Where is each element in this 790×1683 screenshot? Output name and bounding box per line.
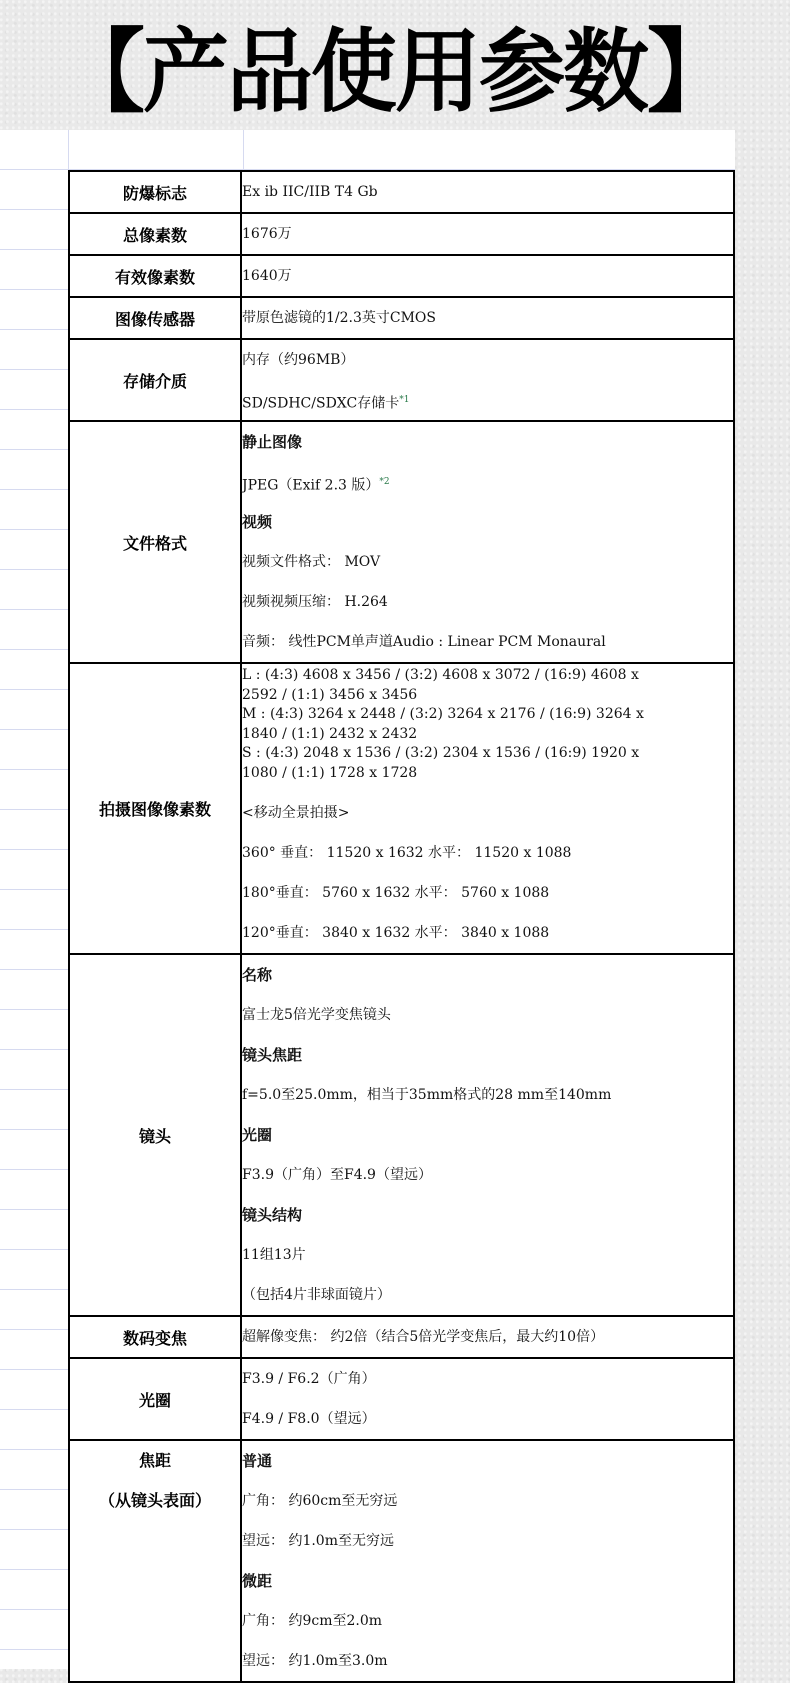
table-row [69, 213, 734, 255]
footnote-mark: *2 [379, 477, 390, 487]
value-text: 11组13片 [242, 1247, 306, 1263]
value-text: 1676万 [242, 226, 292, 242]
value-text: S : (4:3) 2048 x 1536 / (3:2) 2304 x 1536 / (16:9) 1920 x [242, 745, 640, 761]
sub-heading: 普通 [242, 1452, 273, 1470]
value-text: 超解像变焦： 约2倍（结合5倍光学变焦后，最大约10倍） [242, 1329, 605, 1345]
table-row [69, 421, 734, 663]
value-text: f=5.0至25.0mm，相当于35mm格式的28 mm至140mm [242, 1087, 612, 1103]
value-text: Ex ib IIC/IIB T4 Gb [242, 184, 378, 200]
value-text: 视频文件格式： MOV [242, 554, 381, 570]
row-value [241, 663, 734, 954]
sub-heading: 名称 [242, 966, 273, 984]
value-text: 广角： 约60cm至无穷远 [242, 1493, 398, 1509]
table-row [69, 1358, 734, 1440]
row-label-cell [69, 1440, 241, 1682]
value-text: F3.9 / F6.2（广角） [242, 1371, 376, 1387]
value-text: 1840 / (1:1) 2432 x 2432 [242, 725, 418, 742]
row-value [241, 255, 734, 297]
value-text: 360° 垂直： 11520 x 1632 水平： 11520 x 1088 [242, 845, 572, 861]
value-text: 带原色滤镜的1/2.3英寸CMOS [242, 310, 437, 326]
table-row [69, 255, 734, 297]
table-row [69, 171, 734, 213]
value-text: <移动全景拍摄> [242, 805, 350, 821]
row-label: 有效像素数 [69, 255, 241, 297]
row-value [241, 954, 734, 1316]
value-text: 富士龙5倍光学变焦镜头 [242, 1007, 391, 1023]
value-text: F4.9 / F8.0（望远） [242, 1411, 376, 1427]
row-value [241, 213, 734, 255]
row-label: 镜头 [69, 954, 241, 1316]
table-row [69, 297, 734, 339]
spacer [242, 783, 733, 793]
table-row [69, 663, 734, 954]
value-text: 内存（约96MB） [242, 352, 355, 368]
value-text [242, 462, 733, 502]
row-label: 拍摄图像像素数 [69, 663, 241, 954]
value-text: 180°垂直： 5760 x 1632 水平： 5760 x 1088 [242, 885, 550, 901]
row-label: 数码变焦 [69, 1316, 241, 1358]
row-value [241, 1358, 734, 1440]
row-label: 总像素数 [69, 213, 241, 255]
row-label: 文件格式 [69, 421, 241, 663]
title-banner [0, 0, 790, 128]
value-text: M : (4:3) 3264 x 2448 / (3:2) 3264 x 2176 / (16:9) 3264 x [242, 706, 644, 722]
row-value [241, 1440, 734, 1682]
value-text: 120°垂直： 3840 x 1632 水平： 3840 x 1088 [242, 925, 550, 941]
value-text: 1080 / (1:1) 1728 x 1728 [242, 764, 418, 781]
table-row [69, 339, 734, 421]
row-value [241, 171, 734, 213]
value-text: 望远： 约1.0m至无穷远 [242, 1533, 394, 1549]
value-text: F3.9（广角）至F4.9（望远） [242, 1167, 432, 1183]
footnote-mark: *1 [399, 395, 410, 405]
table-row [69, 1316, 734, 1358]
value-text: 1640万 [242, 268, 292, 284]
value-text [242, 380, 733, 420]
row-label: 存储介质 [69, 339, 241, 421]
row-label: 焦距 [138, 1451, 171, 1470]
size-list [242, 664, 733, 783]
storage-card-text: SD/SDHC/SDXC存储卡 [242, 395, 400, 412]
value-text: 广角： 约9cm至2.0m [242, 1613, 383, 1629]
value-text: （包括4片非球面镜片） [242, 1287, 391, 1303]
still-format-text: JPEG（Exif 2.3 版） [242, 477, 380, 494]
row-label: 光圈 [69, 1358, 241, 1440]
sub-heading: 光圈 [242, 1126, 273, 1144]
row-label: 图像传感器 [69, 297, 241, 339]
spec-table [68, 170, 735, 1683]
sub-heading: 微距 [242, 1572, 273, 1590]
row-value [241, 339, 734, 421]
value-text: 音频： 线性PCM单声道Audio : Linear PCM Monaural [242, 634, 606, 650]
value-text: 视频视频压缩： H.264 [242, 594, 388, 610]
row-label: 防爆标志 [69, 171, 241, 213]
sub-heading: 镜头焦距 [242, 1046, 303, 1064]
value-text: 2592 / (1:1) 3456 x 3456 [242, 686, 418, 703]
row-label-sub: （从镜头表面） [98, 1491, 211, 1510]
sub-heading: 镜头结构 [242, 1206, 303, 1224]
sub-heading: 视频 [242, 513, 273, 531]
table-row [69, 954, 734, 1316]
table-row [69, 1440, 734, 1682]
sub-heading: 静止图像 [242, 433, 303, 451]
value-text: L : (4:3) 4608 x 3456 / (3:2) 4608 x 3072 / (16:9) 4608 x [242, 667, 639, 683]
row-value [241, 1316, 734, 1358]
value-text: 望远： 约1.0m至3.0m [242, 1653, 388, 1669]
row-value [241, 297, 734, 339]
page-title: 【产品使用参数】 [59, 19, 731, 125]
row-value [241, 421, 734, 663]
